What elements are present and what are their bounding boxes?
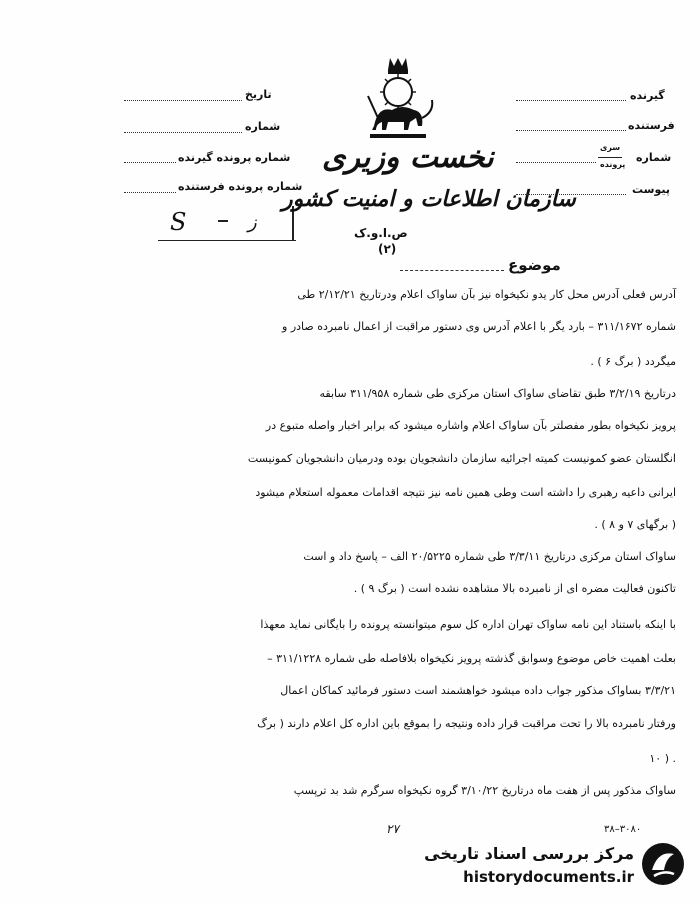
number-right-label: شماره — [636, 151, 672, 164]
number-fraction-bar — [598, 157, 622, 158]
watermark-title: مرکز بررسی اسناد تاریخی — [424, 844, 634, 863]
body-line-14: ورفتار نامبرده بالا را تحت مراقبت قرار داده ونتیجه را بموقع باین اداره کل اعلام دارند ( برگ — [257, 717, 676, 730]
archive-logo-icon — [640, 840, 686, 888]
handwritten-dash — [218, 220, 228, 222]
subject-label: موضوع — [508, 256, 561, 274]
page-mark: ۲۷ — [386, 822, 399, 836]
number-right-line — [516, 162, 596, 163]
lion-and-sun-emblem — [352, 56, 444, 144]
sender-file-line — [124, 192, 176, 193]
recipient-file-label: شماره پرونده گیرنده — [178, 151, 291, 164]
org-code-number: (۲) — [378, 242, 397, 256]
number-label: شماره — [245, 120, 281, 133]
org-code: ص.ا.و.ک — [354, 226, 408, 240]
subject-line — [400, 270, 504, 271]
body-line-8: ( برگهای ۷ و ۸ ) . — [594, 518, 676, 531]
body-line-7: ایرانی داعیه رهبری را داشته است وطی همین نامه نیز نتیجه اقدامات معموله استعلام میشود — [255, 486, 676, 499]
handwritten-glyph: ز — [248, 212, 257, 233]
body-line-6: انگلستان عضو کمونیست کمیته اجرائیه سازمان دانشجویان بوده ودرمیان دانشجویان کمونیست — [247, 452, 676, 465]
body-line-9: ساواک استان مرکزی درتاریخ ۳/۳/۱۱ طی شماره ۲۰/۵۲۲۵ الف – پاسخ داد و است — [303, 550, 676, 563]
recipient-file-line — [124, 162, 176, 163]
attachment-label: پیوست — [632, 183, 670, 196]
body-line-3: میگردد ( برگ ۶ ) . — [590, 355, 676, 368]
attachment-line — [516, 194, 626, 195]
number-sub2-label: پرونده — [600, 160, 626, 169]
org-line2: سازمان اطلاعات و امنیت کشور — [282, 186, 576, 212]
date-line — [124, 100, 242, 101]
body-line-13: ۳/۳/۲۱ بساواک مذکور جواب داده میشود خواهشمند است دستور فرمائید کماکان اعمال — [280, 684, 676, 697]
sender-file-label: شماره پرونده فرستنده — [178, 180, 303, 193]
watermark-url: historydocuments.ir — [463, 868, 634, 886]
org-line1: نخست وزیری — [322, 140, 494, 175]
number-line — [124, 132, 242, 133]
recipient-label: گیرنده — [630, 89, 665, 102]
recipient-line — [516, 100, 626, 101]
body-line-12: بعلت اهمیت خاص موضوع وسوابق گذشته پرویز نکیخواه بلافاصله طی شماره ۳۱۱/۱۲۲۸ – — [267, 652, 676, 665]
date-label: تاریخ — [245, 88, 272, 101]
number-sub-label: سری — [600, 143, 621, 152]
body-line-16: ساواک مذکور پس از هفت ماه درتاریخ ۳/۱۰/۲۲ گروه نکیخواه سرگرم شد بد ترپسپ — [293, 784, 676, 797]
body-line-5: پرویز نکیخواه بطور مفصلتر بآن ساواک اعلام واشاره میشود که برابر اخبار واصله متبوع در — [265, 419, 676, 432]
body-line-15: ۱۰ ) . — [649, 752, 676, 765]
handwritten-box — [158, 208, 296, 241]
body-line-1: آدرس فعلی آدرس محل کار یدو نکیخواه نیز بآن ساواک اعلام ودرتاریخ ۲/۱۲/۲۱ طی — [297, 288, 676, 301]
sender-label: فرستنده — [628, 119, 675, 132]
handwritten-mark: S — [170, 208, 187, 236]
body-line-11: با اینکه باستناد این نامه ساواک تهران اداره کل سوم میتوانسته پرونده را بایگانی نماید معهذا — [260, 618, 676, 631]
watermark — [420, 838, 690, 894]
body-line-2: شماره ۳۱۱/۱۶۷۲ – بارد یگر با اعلام آدرس وی دستور مراقبت از اعمال نامبرده صادر و — [282, 320, 676, 333]
body-line-4: درتاریخ ۳/۲/۱۹ طبق تقاضای ساواک استان مرکزی طی شماره ۳۱۱/۹۵۸ سابقه — [319, 387, 676, 400]
sender-line — [516, 130, 626, 131]
body-line-10: تاکنون فعالیت مضره ای از نامبرده بالا مشاهده نشده است ( برگ ۹ ) . — [353, 582, 676, 595]
document-number: ۳۸–۳۰۸۰ — [604, 824, 642, 835]
